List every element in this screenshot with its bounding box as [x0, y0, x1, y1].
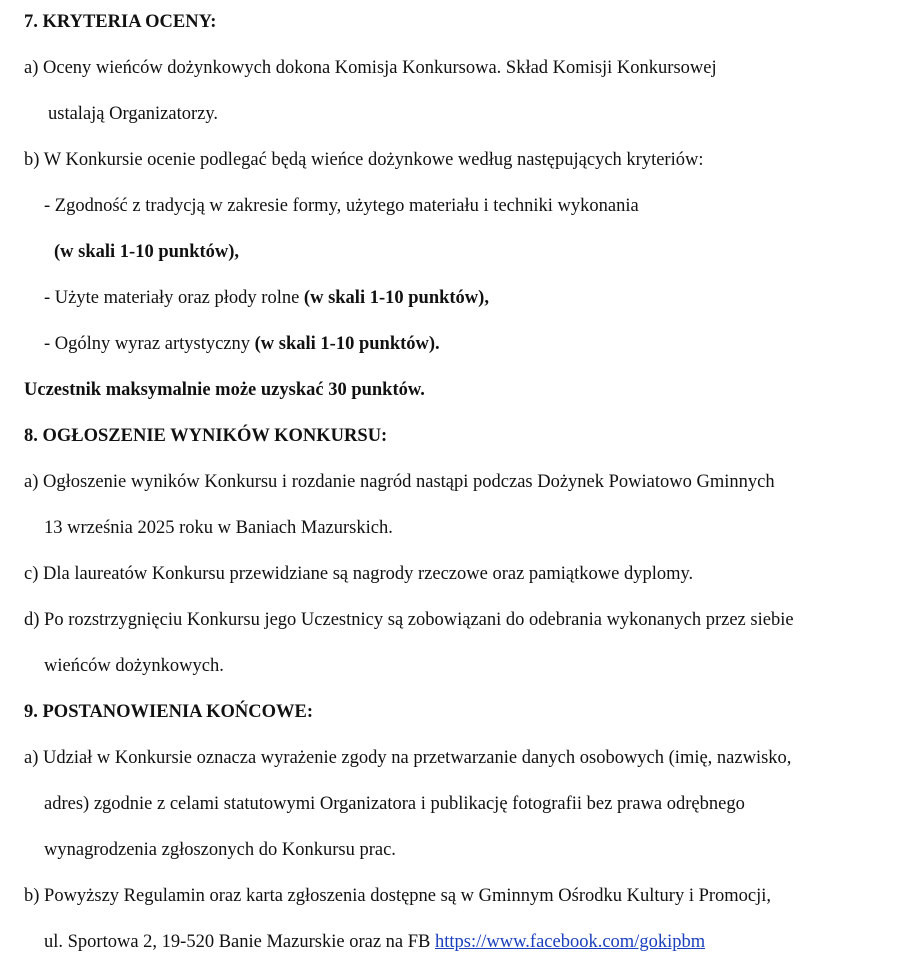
section-9-item-b-line2	[44, 931, 705, 953]
address-text: ul. Sportowa 2, 19-520 Banie Mazurskie oraz na FB	[44, 932, 435, 952]
section-8-item-d-line1: d) Po rozstrzygnięciu Konkursu jego Uczestnicy są zobowiązani do odebrania wykonanych przez siebie	[24, 610, 794, 630]
criterion-materials	[44, 287, 489, 309]
criterion-artistic	[44, 333, 440, 355]
section-8-item-d-line2: wieńców dożynkowych.	[44, 656, 224, 676]
section-8-item-a-line2: 13 września 2025 roku w Baniach Mazurskich.	[44, 518, 393, 538]
section-7-heading: 7. KRYTERIA OCENY:	[24, 12, 217, 32]
section-9-item-a-line1: a) Udział w Konkursie oznacza wyrażenie zgody na przetwarzanie danych osobowych (imię, nazwisko,	[24, 748, 792, 768]
section-8-heading: 8. OGŁOSZENIE WYNIKÓW KONKURSU:	[24, 426, 388, 446]
section-9-heading: 9. POSTANOWIENIA KOŃCOWE:	[24, 702, 314, 722]
criterion-tradition-text: - Zgodność z tradycją w zakresie formy, użytego materiału i techniki wykonania	[44, 196, 639, 216]
criterion-artistic-text: - Ogólny wyraz artystyczny	[44, 334, 255, 354]
section-7-item-b: b) W Konkursie ocenie podlegać będą wieńce dożynkowe według następujących kryteriów:	[24, 150, 704, 170]
criterion-artistic-scale: (w skali 1-10 punktów).	[254, 334, 440, 354]
criterion-tradition-scale: (w skali 1-10 punktów),	[54, 242, 240, 262]
section-7-item-a-line1: a) Oceny wieńców dożynkowych dokona Komisja Konkursowa. Skład Komisji Konkursowej	[24, 58, 717, 78]
section-7-item-a-line2: ustalają Organizatorzy.	[48, 104, 219, 124]
section-8-item-c: c) Dla laureatów Konkursu przewidziane są nagrody rzeczowe oraz pamiątkowe dyplomy.	[24, 564, 694, 584]
max-points-note: Uczestnik maksymalnie może uzyskać 30 punktów.	[24, 380, 425, 400]
criterion-materials-scale: (w skali 1-10 punktów),	[303, 288, 489, 308]
criterion-materials-text: - Użyte materiały oraz płody rolne	[44, 288, 304, 308]
section-9-item-a-line2: adres) zgodnie z celami statutowymi Organizatora i publikację fotografii bez prawa odrębnego	[44, 794, 745, 814]
facebook-link[interactable]: https://www.facebook.com/gokipbm	[435, 932, 706, 952]
section-8-item-a-line1: a) Ogłoszenie wyników Konkursu i rozdanie nagród nastąpi podczas Dożynek Powiatowo Gminnych	[24, 472, 775, 492]
section-9-item-a-line3: wynagrodzenia zgłoszonych do Konkursu prac.	[44, 840, 396, 860]
section-9-item-b-line1: b) Powyższy Regulamin oraz karta zgłoszenia dostępne są w Gminnym Ośrodku Kultury i Promocji,	[24, 886, 772, 906]
